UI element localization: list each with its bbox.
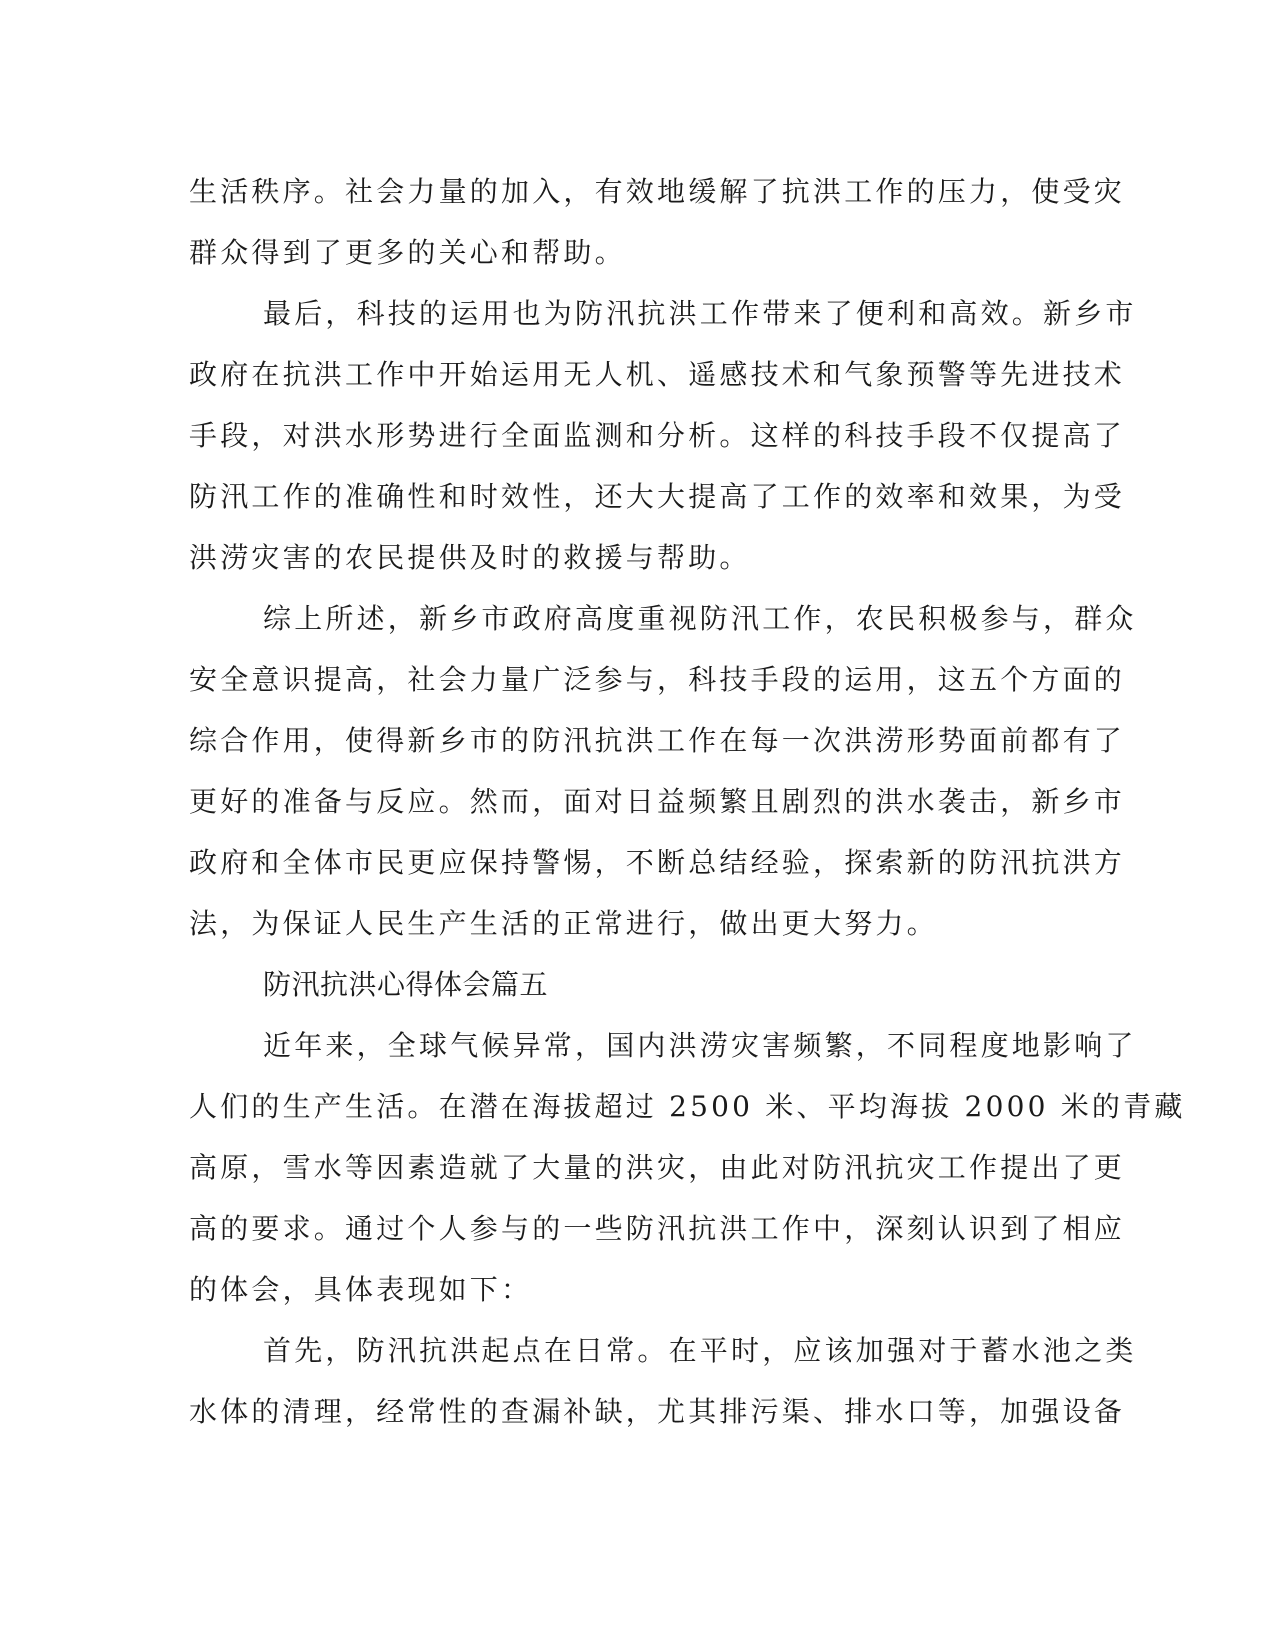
document-body [189, 161, 1186, 1442]
paragraph-first-line: 首先，防汛抗洪起点在日常。在平时，应该加强对于蓄水池之类 [263, 1334, 1137, 1367]
text-line: 手段，对洪水形势进行全面监测和分析。这样的科技手段不仅提高了 [189, 419, 1126, 452]
paragraph-first-line: 综上所述，新乡市政府高度重视防汛工作，农民积极参与，群众 [263, 602, 1137, 635]
text-line: 群众得到了更多的关心和帮助。 [189, 236, 626, 269]
text-line: 高的要求。通过个人参与的一些防汛抗洪工作中，深刻认识到了相应 [189, 1212, 1126, 1245]
text-line: 政府在抗洪工作中开始运用无人机、遥感技术和气象预警等先进技术 [189, 358, 1126, 391]
text-line: 更好的准备与反应。然而，面对日益频繁且剧烈的洪水袭击，新乡市 [189, 785, 1126, 818]
text-line: 政府和全体市民更应保持警惕，不断总结经验，探索新的防汛抗洪方 [189, 846, 1126, 879]
text-line: 水体的清理，经常性的查漏补缺，尤其排污渠、排水口等，加强设备 [189, 1395, 1126, 1428]
text-line: 法，为保证人民生产生活的正常进行，做出更大努力。 [189, 907, 938, 940]
text-line: 高原，雪水等因素造就了大量的洪灾，由此对防汛抗灾工作提出了更 [189, 1151, 1126, 1184]
paragraph-first-line: 最后，科技的运用也为防汛抗洪工作带来了便利和高效。新乡市 [263, 297, 1137, 330]
text-line: 安全意识提高，社会力量广泛参与，科技手段的运用，这五个方面的 [189, 663, 1126, 696]
text-line: 防汛工作的准确性和时效性，还大大提高了工作的效率和效果，为受 [189, 480, 1126, 513]
text-line: 的体会，具体表现如下： [189, 1273, 533, 1306]
text-line: 综合作用，使得新乡市的防汛抗洪工作在每一次洪涝形势面前都有了 [189, 724, 1126, 757]
text-line: 洪涝灾害的农民提供及时的救援与帮助。 [189, 541, 751, 574]
text-line: 人们的生产生活。在潜在海拔超过 2500 米、平均海拔 2000 米的青藏 [189, 1090, 1186, 1123]
text-line: 生活秩序。社会力量的加入，有效地缓解了抗洪工作的压力，使受灾 [189, 175, 1126, 208]
section-heading: 防汛抗洪心得体会篇五 [263, 968, 549, 1001]
paragraph-first-line: 近年来，全球气候异常，国内洪涝灾害频繁，不同程度地影响了 [263, 1029, 1137, 1062]
